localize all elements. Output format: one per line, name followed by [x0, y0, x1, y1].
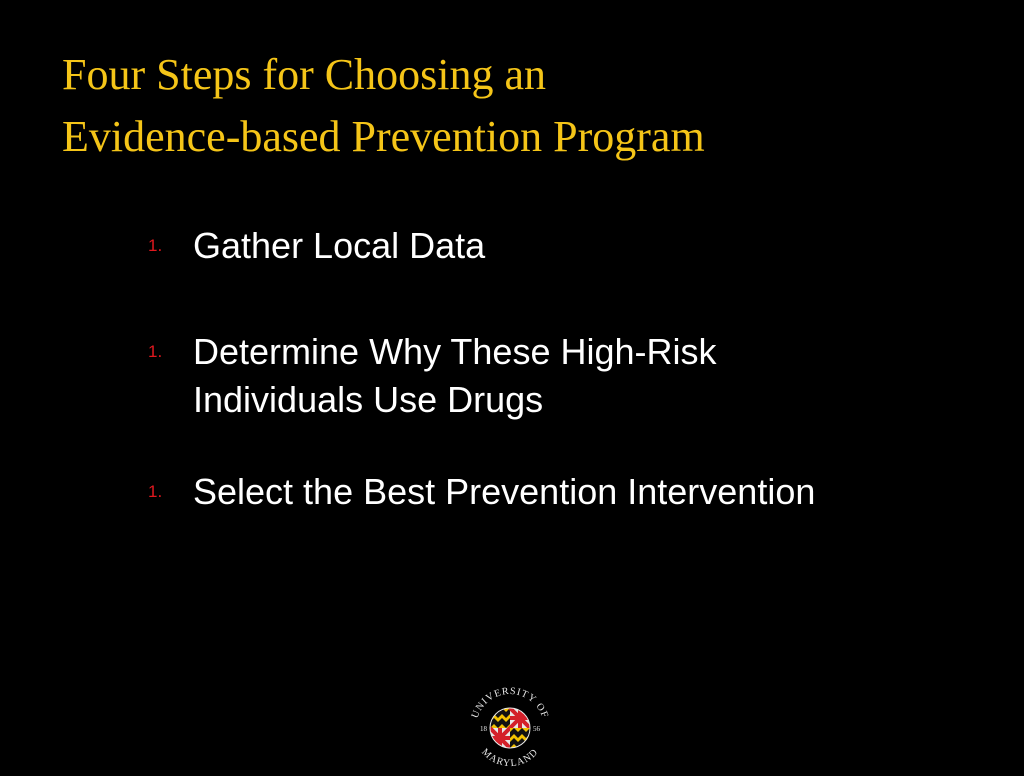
slide-title: [62, 44, 1002, 168]
title-line-1: Four Steps for Choosing an: [62, 50, 546, 99]
title-line-2: Evidence-based Prevention Program: [62, 112, 705, 161]
item-number: 1.: [148, 236, 163, 255]
item-text: Determine Why These High-Risk Individuals Use Drugs: [193, 331, 717, 420]
list-item: [148, 222, 988, 270]
steps-list: [148, 222, 988, 574]
item-text: Gather Local Data: [193, 225, 486, 266]
seal-top-text: UNIVERSITY OF: [469, 685, 551, 720]
item-text: Select the Best Prevention Intervention: [193, 471, 816, 512]
item-number: 1.: [148, 482, 163, 501]
seal-bottom-text: MARYLAND: [479, 746, 541, 768]
university-seal-logo: [462, 684, 558, 768]
list-item: [148, 468, 988, 516]
seal-year-right: 56: [533, 725, 540, 733]
seal-year-left: 18: [480, 725, 487, 733]
item-number: 1.: [148, 342, 163, 361]
list-item: [148, 328, 988, 424]
